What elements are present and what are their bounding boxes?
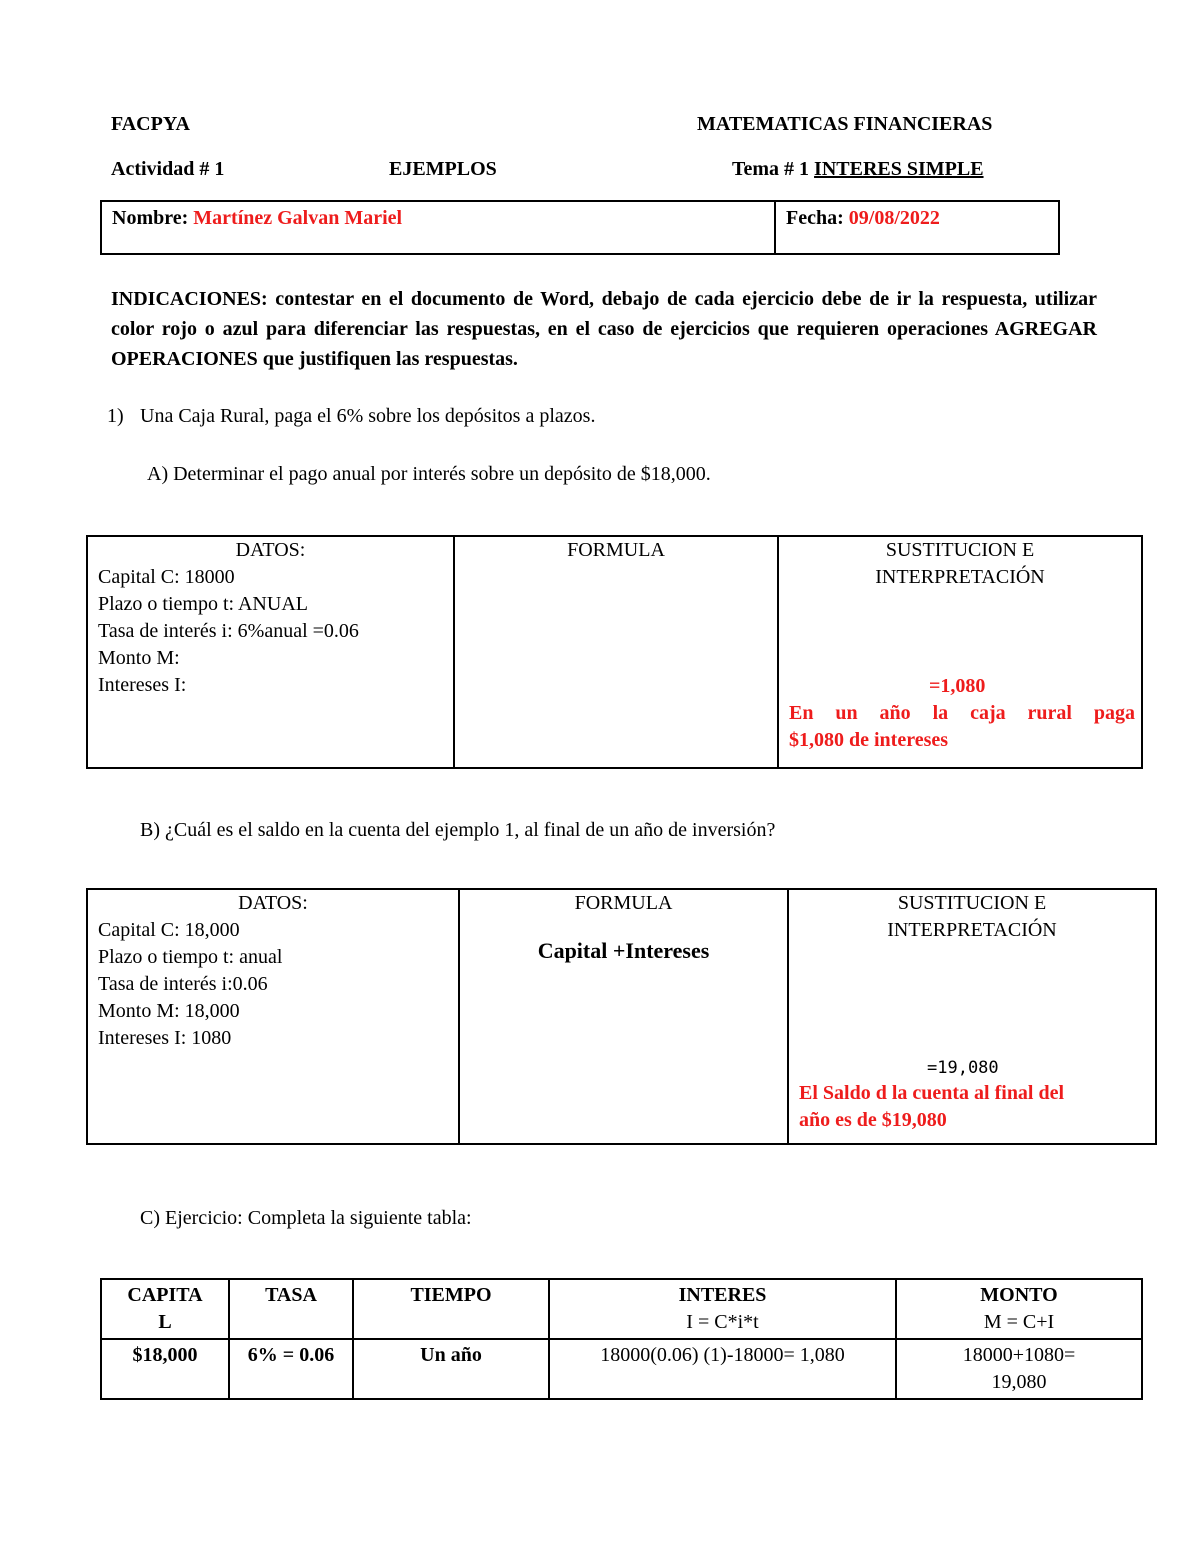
cell-tiempo: Un año: [353, 1339, 549, 1399]
answer-line-1: En un año la caja rural paga: [789, 702, 1135, 724]
student-info-box: [100, 200, 1060, 255]
datos-line: Intereses I:: [98, 674, 187, 696]
monto-line-1: 18000+1080=: [962, 1344, 1076, 1366]
datos-line: Monto M: 18,000: [98, 1000, 240, 1022]
formula-cell: [454, 536, 778, 768]
cell-interes: 18000(0.06) (1)-18000= 1,080: [549, 1339, 896, 1399]
datos-line: Intereses I: 1080: [98, 1027, 232, 1049]
header-monto: MONTO M = C+I: [896, 1279, 1142, 1339]
problem-number: 1): [107, 405, 124, 427]
name-value: Martínez Galvan Mariel: [193, 207, 403, 229]
header-capital: CAPITA L: [101, 1279, 229, 1339]
sustitucion-cell: [788, 889, 1156, 1144]
datos-title: DATOS:: [235, 539, 306, 561]
sustitucion-title-2: INTERPRETACIÓN: [875, 566, 1045, 588]
activity-type: EJEMPLOS: [389, 158, 497, 180]
datos-line: Capital C: 18000: [98, 566, 235, 588]
formula-text: Capital +Intereses: [537, 938, 710, 963]
header-interes: INTERES I = C*i*t: [549, 1279, 896, 1339]
answer-line-2: $1,080 de intereses: [789, 729, 949, 751]
result-value: =19,080: [927, 1058, 999, 1078]
part-a-prompt: A) Determinar el pago anual por interés sobre un depósito de $18,000.: [147, 463, 711, 485]
datos-line: Capital C: 18,000: [98, 919, 240, 941]
date-value: 09/08/2022: [848, 207, 940, 229]
date: [786, 207, 940, 230]
cell-tasa: 6% = 0.06: [229, 1339, 353, 1399]
part-b-prompt: B) ¿Cuál es el saldo en la cuenta del ejemplo 1, al final de un año de inversión?: [140, 819, 776, 841]
part-c-prompt: C) Ejercicio: Completa la siguiente tabla:: [140, 1207, 472, 1229]
problem-text: Una Caja Rural, paga el 6% sobre los depósitos a plazos.: [140, 405, 596, 427]
date-label: Fecha:: [786, 207, 844, 229]
subject: MATEMATICAS FINANCIERAS: [697, 113, 993, 135]
institution: FACPYA: [111, 113, 190, 135]
name-label: Nombre:: [112, 207, 189, 229]
part-b-table: [86, 888, 1157, 1145]
answer-line-2: año es de $19,080: [799, 1109, 947, 1131]
datos-line: Plazo o tiempo t: ANUAL: [98, 593, 308, 615]
header-tiempo: TIEMPO: [353, 1279, 549, 1339]
datos-line: Monto M:: [98, 647, 180, 669]
cell-capital: $18,000: [101, 1339, 229, 1399]
formula-title: FORMULA: [567, 539, 665, 561]
datos-line: Tasa de interés i:0.06: [98, 973, 268, 995]
datos-cell: [87, 536, 454, 768]
result-value: =1,080: [929, 675, 986, 697]
datos-line: Plazo o tiempo t: anual: [98, 946, 283, 968]
topic-title: INTERES SIMPLE: [814, 158, 984, 180]
student-name: [112, 207, 402, 230]
topic-label: Tema # 1: [732, 158, 810, 180]
datos-line: Tasa de interés i: 6%anual =0.06: [98, 620, 359, 642]
formula-cell: [459, 889, 788, 1144]
part-a-table: [86, 535, 1143, 769]
header-row: [101, 1279, 1142, 1339]
sustitucion-title-2: INTERPRETACIÓN: [887, 919, 1057, 941]
datos-title: DATOS:: [238, 892, 308, 914]
cell-monto: [896, 1339, 1142, 1399]
topic: [732, 158, 984, 181]
table-row: [101, 1339, 1142, 1399]
formula-title: FORMULA: [574, 892, 673, 914]
answer-line-1: El Saldo d la cuenta al final del: [799, 1082, 1065, 1104]
instructions: INDICACIONES: contestar en el documento de Word, debajo de cada ejercicio debe de ir la respuesta, utilizar color rojo o azul para diferenciar las respuestas, en el caso de ejercicios que requieren operaciones AGREGAR OPERACIONES que justifiquen las respuestas.: [111, 288, 1097, 370]
activity: Actividad # 1: [111, 158, 225, 180]
sustitucion-title-1: SUSTITUCION E: [885, 539, 1035, 561]
datos-cell: [87, 889, 459, 1144]
sustitucion-title-1: SUSTITUCION E: [897, 892, 1047, 914]
header-tasa: TASA: [229, 1279, 353, 1339]
part-c-table: [100, 1278, 1143, 1400]
sustitucion-cell: [778, 536, 1142, 768]
monto-line-2: 19,080: [991, 1371, 1047, 1393]
